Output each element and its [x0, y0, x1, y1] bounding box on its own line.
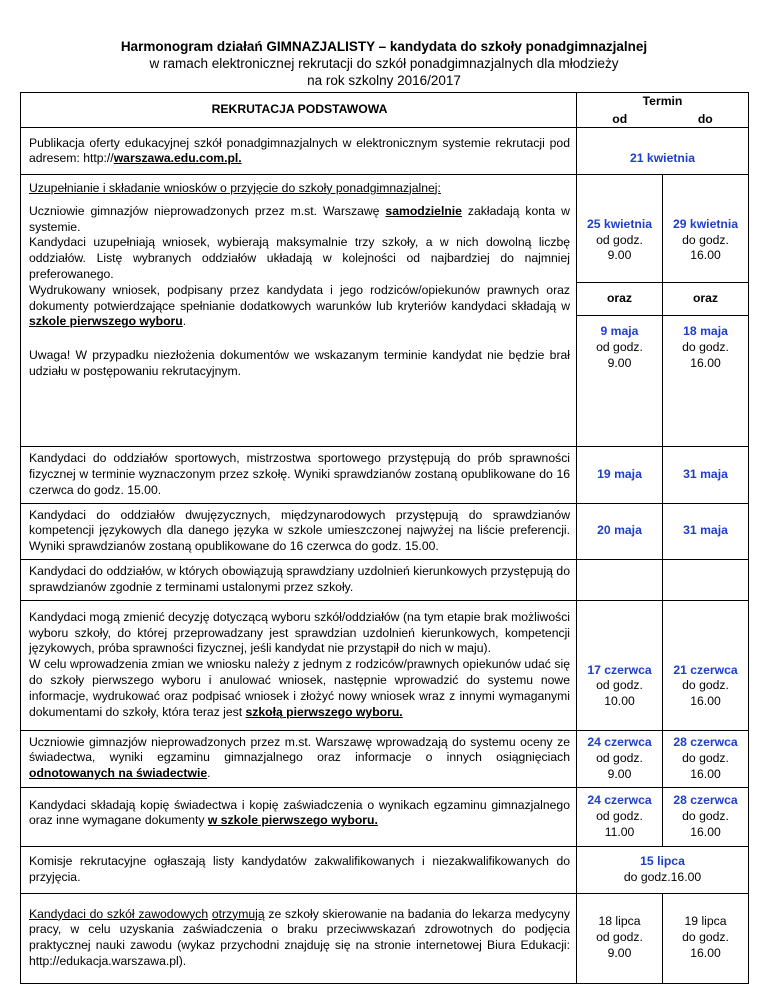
swiadectwo-od-sub1: od godz. [596, 808, 643, 823]
swiadectwo-text-b: w szkole pierwszego wyboru. [207, 813, 378, 828]
uzupelnianie-do2-sub2: 16.00 [690, 355, 721, 370]
row-sportowe [21, 447, 749, 503]
uzupelnianie-od2-sub1: od godz. [596, 339, 643, 354]
zmiana-do-sub1: do godz. [682, 678, 729, 693]
publikacja-link[interactable]: warszawa.edu.com.pl. [113, 151, 242, 166]
oceny-od-sub1: od godz. [596, 750, 643, 765]
row-uzupelnianie [21, 202, 749, 447]
uzupelnianie-p3: Wydrukowany wniosek, podpisany przez kandydata i jego rodziców/opiekunów prawnych oraz dokumenty potwierdzające spełnianie dodatkowych warunków lub kryteriów kandydaci składają w szkole pierwszego wyboru. [29, 282, 570, 329]
title-line-3: na rok szkolny 2016/2017 [307, 73, 461, 88]
publikacja-date: 21 kwietnia [577, 128, 749, 175]
uzupelnianie-od2-sub2: 9.00 [607, 355, 632, 370]
uzupelnianie-oraz-do: oraz [663, 282, 748, 316]
uzdolnienia-text: Kandydaci do oddziałów, w których obowiązują sprawdziany uzdolnień kierunkowych przystępują do sprawdzianów zgodnie z terminami ustalonymi przez szkoły. [21, 560, 577, 601]
zawodowe-text-a: Kandydaci do szkół zawodowych [29, 906, 209, 921]
termin-header: Termin [577, 93, 749, 112]
uzupelnianie-od1: 25 kwietnia [586, 216, 653, 231]
od-header: od [577, 112, 663, 128]
zmiana-p1: Kandydaci mogą zmienić decyzję dotyczącą wyboru szkół/oddziałów (na tym etapie brak możliwości wyboru szkoły, do której przeprowadzany jest sprawdzian uzdolnień kierunkowych, kompetencji językowych, próba sprawności fizycznej, jeśli kandydat nie przystąpił do nich w maju). [29, 609, 570, 656]
row-zawodowe [21, 893, 749, 983]
row-uzdolnienia [21, 560, 749, 601]
sportowe-od: 19 maja [577, 447, 663, 503]
sportowe-do: 31 maja [663, 447, 749, 503]
uzupelnianie-p4: Uwaga! W przypadku niezłożenia dokumentów we wskazanym terminie kandydat nie będzie brał udziału w postępowaniu rekrutacyjnym. [29, 348, 570, 378]
row-listy [21, 846, 749, 893]
swiadectwo-do-sub2: 16.00 [690, 824, 721, 839]
listy-date-sub: do godz.16.00 [623, 869, 702, 884]
oceny-od-sub2: 9.00 [607, 766, 632, 781]
uzupelnianie-od1-sub1: od godz. [596, 232, 643, 247]
sportowe-text: Kandydaci do oddziałów sportowych, mistrzostwa sportowego przystępują do prób sprawności fizycznej w terminie wyznaczonym przez szkołę. Wyniki sprawdzianów zostaną opublikowane do 16 czerwca do godz. 15.00. [21, 447, 577, 503]
document-title [0, 38, 768, 89]
row-publikacja [21, 128, 749, 175]
zawodowe-text-c: otrzymują [211, 906, 265, 921]
schedule-table [20, 92, 749, 984]
dwujezyczne-od: 20 maja [577, 503, 663, 559]
uzupelnianie-do1: 29 kwietnia [672, 216, 739, 231]
swiadectwo-do-sub1: do godz. [682, 808, 729, 823]
do-header: do [663, 112, 749, 128]
zawodowe-od-sub1: od godz. [596, 930, 643, 945]
listy-text: Komisje rekrutacyjne ogłaszają listy kandydatów zakwalifikowanych i niezakwalifikowanych do przyjęcia. [21, 846, 577, 893]
uzupelnianie-od1-sub2: 9.00 [607, 248, 632, 263]
zawodowe-do: 19 lipca [684, 914, 727, 929]
zmiana-od-sub2: 10.00 [604, 694, 635, 709]
title-line-2: w ramach elektronicznej rekrutacji do szkół ponadgimnazjalnych dla młodzieży [149, 56, 619, 71]
uzupelnianie-oraz-od: oraz [577, 282, 662, 316]
uzupelnianie-p2: Kandydaci uzupełniają wniosek, wybierają maksymalnie trzy szkoły, a w nich dowolną liczbę oddziałów. Listę wybranych oddziałów układają w kolejności od najbardziej do najmniej preferowanego. [29, 235, 570, 281]
uzupelnianie-do1-sub2: 16.00 [690, 248, 721, 263]
row-dwujezyczne [21, 503, 749, 559]
dwujezyczne-text: Kandydaci do oddziałów dwujęzycznych, międzynarodowych przystępują do sprawdzianów kompetencji językowych dla danego języka w szkole umieszczonej najwyżej na liście preferencji. Wyniki sprawdzianów zostaną opublikowane do 16 czerwca do godz. 15.00. [21, 503, 577, 559]
uzupelnianie-p1: Uczniowie gimnazjów nieprowadzonych przez m.st. Warszawę samodzielnie zakładają konta w systemie. [29, 203, 570, 234]
zawodowe-do-sub1: do godz. [682, 930, 729, 945]
oceny-od: 24 czerwca [587, 734, 652, 749]
oceny-do-sub2: 16.00 [690, 766, 721, 781]
row-swiadectwo [21, 787, 749, 846]
zawodowe-od-sub2: 9.00 [607, 946, 632, 961]
oceny-text-a: Uczniowie gimnazjów nieprowadzonych przez m.st. Warszawę wprowadzają do systemu oceny ze świadectwa, wyniki egzaminu gimnazjalnego oraz informacje o innych osiągnięciach [29, 734, 570, 765]
swiadectwo-text-a: Kandydaci składają kopię świadectwa i kopię zaświadczenia o wynikach egzaminu gimnazjalnego oraz inne wymagane dokumenty [29, 797, 570, 828]
zmiana-do-sub2: 16.00 [690, 694, 721, 709]
uzupelnianie-od2: 9 maja [600, 323, 639, 338]
uzupelnianie-do2: 18 maja [683, 323, 728, 338]
zmiana-od: 17 czerwca [587, 662, 652, 677]
uzupelnianie-heading: Uzupełnianie i składanie wniosków o przyjęcie do szkoły ponadgimnazjalnej: [21, 175, 577, 202]
uzupelnianie-do1-sub1: do godz. [682, 232, 729, 247]
zawodowe-od: 18 lipca [598, 914, 641, 929]
listy-date: 15 lipca [640, 853, 685, 868]
swiadectwo-od-sub2: 11.00 [604, 824, 635, 839]
uzupelnianie-do2-sub1: do godz. [682, 339, 729, 354]
swiadectwo-do: 28 czerwca [673, 792, 738, 807]
title-line-1: Harmonogram działań GIMNAZJALISTY – kandydata do szkoły ponadgimnazjalnej [120, 39, 648, 54]
zawodowe-do-sub2: 16.00 [690, 946, 721, 961]
oceny-text-b: odnotowanych na świadectwie [29, 766, 208, 781]
zawodowe-text-d: ze szkoły skierowanie na badania do lekarza medycyny pracy, w celu uzyskania zaświadczenia o braku przeciwwskazań zdrowotnych do podjęcia praktycznej nauki zawodu (wykaz przychodni znajduję się na stronie internetowej Biura Edukacji: http://edukacja.warszawa.pl). [29, 906, 570, 968]
row-zmiana [21, 600, 749, 730]
swiadectwo-od: 24 czerwca [587, 792, 652, 807]
dwujezyczne-do: 31 maja [663, 503, 749, 559]
zmiana-do: 21 czerwca [673, 662, 738, 677]
row-oceny: Uczniowie gimnazjów nieprowadzonych przez m.st. Warszawę wprowadzają do systemu oceny ze świadectwa, wyniki egzaminu gimnazjalnego oraz informacje o innych osiągnięciach odnotowanych na świadectwie. 24 czerwca od godz. 9.00 28 czerwca do godz. 16.00 [21, 730, 749, 787]
section-header: REKRUTACJA PODSTAWOWA [21, 93, 577, 128]
publikacja-text: Publikacja oferty edukacyjnej szkół ponadgimnazjalnych w elektronicznym systemie rekrutacji pod adresem: http:// [29, 135, 570, 166]
oceny-do-sub1: do godz. [682, 750, 729, 765]
oceny-do: 28 czerwca [673, 734, 738, 749]
zmiana-od-sub1: od godz. [596, 678, 643, 693]
zmiana-p2: W celu wprowadzenia zmian we wniosku należy z jednym z rodziców/prawnych opiekunów udać się do szkoły pierwszego wyboru i anulować wniosek, następnie wprowadzić do systemu nowe informacje, wydrukować oraz podpisać wniosek i złożyć nowy wniosek wraz z innymi wymaganymi dokumentami do szkoły, która teraz jest szkołą pierwszego wyboru. [29, 657, 570, 719]
